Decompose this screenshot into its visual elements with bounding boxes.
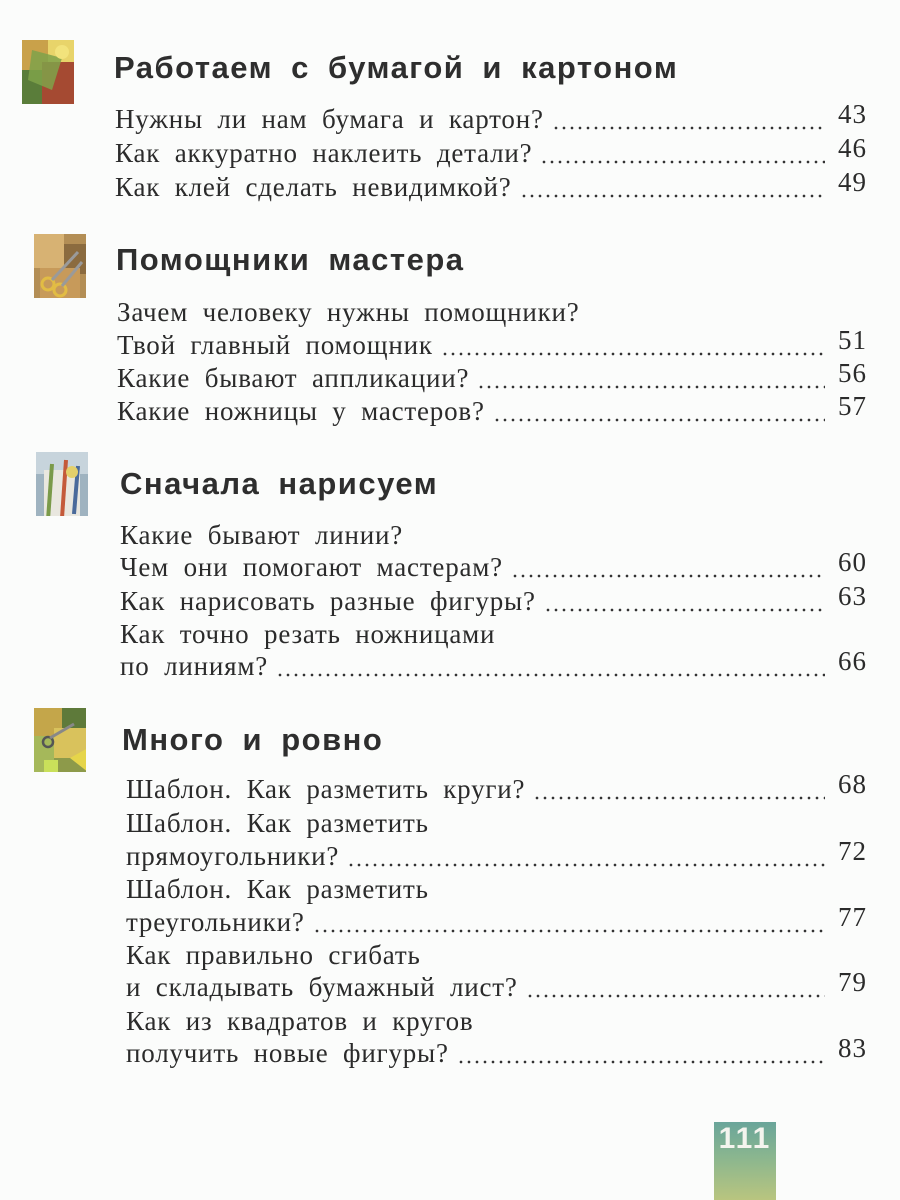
page-number: 66 — [838, 646, 867, 676]
entry-text: треугольники? — [126, 907, 305, 937]
paper-collage-icon — [22, 40, 74, 104]
leader-dots — [347, 863, 825, 867]
entry-text: Шаблон. Как разметить — [126, 808, 429, 838]
page-number: 60 — [838, 547, 867, 577]
toc-entry[interactable] — [120, 646, 867, 684]
toc-entry[interactable] — [120, 547, 867, 585]
entry-text: и складывать бумажный лист? — [126, 972, 518, 1002]
toc-entry[interactable] — [117, 297, 757, 330]
entry-text: Какие ножницы у мастеров? — [117, 396, 485, 426]
leader-dots — [552, 126, 825, 130]
page-number: 72 — [838, 836, 867, 866]
toc-entry[interactable] — [117, 358, 867, 396]
page-number: 49 — [838, 167, 867, 197]
entry-text: прямоугольники? — [126, 841, 340, 871]
page-number: 77 — [838, 902, 867, 932]
entry-text: по линиям? — [120, 651, 269, 681]
page-number: 56 — [838, 358, 867, 388]
entry-text: Как нарисовать разные фигуры? — [120, 586, 536, 616]
leader-dots — [493, 418, 825, 422]
leader-dots — [457, 1060, 825, 1064]
folio-number: 111 — [718, 1122, 772, 1155]
scissors-collage-icon — [34, 234, 86, 298]
toc-entry[interactable] — [115, 133, 867, 171]
leader-dots — [313, 929, 825, 933]
toc-entry[interactable] — [115, 99, 867, 137]
entry-text: получить новые фигуры? — [126, 1038, 449, 1068]
page-number: 51 — [838, 325, 867, 355]
section-title: Сначала нарисуем — [120, 466, 439, 501]
section-title: Работаем с бумагой и картоном — [114, 50, 679, 85]
leader-dots — [540, 160, 825, 164]
pencils-collage-icon — [36, 452, 88, 516]
page-number: 46 — [838, 133, 867, 163]
entry-text: Шаблон. Как разметить — [126, 874, 429, 904]
entry-text: Как клей сделать невидимкой? — [115, 172, 512, 202]
toc-entry[interactable] — [126, 967, 867, 1005]
page-number: 43 — [838, 99, 867, 129]
template-collage-icon — [34, 708, 86, 772]
leader-dots — [441, 352, 825, 356]
toc-entry[interactable] — [126, 1006, 766, 1039]
page-number: 79 — [838, 967, 867, 997]
page-number: 83 — [838, 1033, 867, 1063]
toc-entry[interactable] — [126, 874, 766, 907]
toc-entry[interactable] — [120, 520, 760, 553]
section-title: Много и ровно — [122, 722, 384, 757]
entry-text: Какие бывают аппликации? — [117, 363, 470, 393]
toc-entry[interactable] — [126, 902, 867, 940]
entry-text: Шаблон. Как разметить круги? — [126, 774, 526, 804]
leader-dots — [477, 385, 825, 389]
page-number: 68 — [838, 769, 867, 799]
entry-text: Как из квадратов и кругов — [126, 1006, 474, 1036]
leader-dots — [544, 608, 825, 612]
leader-dots — [511, 574, 825, 578]
toc-entry[interactable] — [126, 1033, 867, 1071]
entry-text: Твой главный помощник — [117, 330, 433, 360]
page-folio — [714, 1122, 776, 1200]
toc-entry[interactable] — [126, 940, 766, 973]
entry-text: Зачем человеку нужны помощники? — [117, 297, 580, 327]
leader-dots — [533, 796, 825, 800]
toc-entry[interactable] — [117, 325, 867, 363]
page-number: 63 — [838, 581, 867, 611]
leader-dots — [276, 673, 825, 677]
entry-text: Чем они помогают мастерам? — [120, 552, 503, 582]
entry-text: Как точно резать ножницами — [120, 619, 496, 649]
entry-text: Как аккуратно наклеить детали? — [115, 138, 533, 168]
leader-dots — [520, 194, 825, 198]
toc-entry[interactable] — [120, 619, 760, 652]
entry-text: Нужны ли нам бумага и картон? — [115, 104, 544, 134]
entry-text: Как правильно сгибать — [126, 940, 421, 970]
toc-entry[interactable] — [126, 836, 867, 874]
section-title: Помощники мастера — [116, 242, 465, 277]
toc-entry[interactable] — [117, 391, 867, 429]
page-number: 57 — [838, 391, 867, 421]
leader-dots — [526, 994, 825, 998]
toc-entry[interactable] — [126, 808, 766, 841]
toc-entry[interactable] — [126, 769, 867, 807]
toc-entry[interactable] — [115, 167, 867, 205]
toc-entry[interactable] — [120, 581, 867, 619]
entry-text: Какие бывают линии? — [120, 520, 404, 550]
